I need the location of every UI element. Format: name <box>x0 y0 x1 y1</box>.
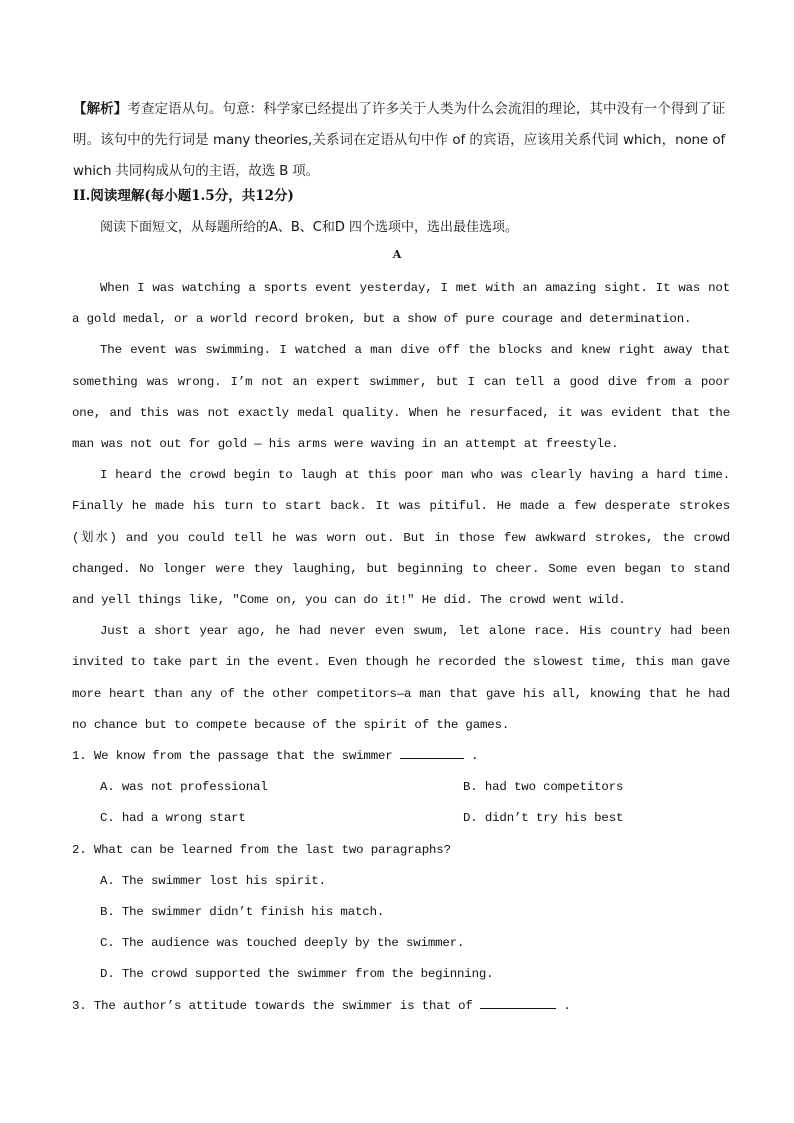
passage-paragraph: I heard the crowd begin to laugh at this poor man who was clearly having a hard time. Finally he made his turn to start back. It was pitiful. He made a few desperate strokes (划水) and you could tell he was worn out. But in those few awkward strokes, the crowd changed. No longer were they laughing, but beginning to cheer. Some even began to stand and yell things like, "Come on, you can do it!" He did. The crowd went wild. <box>72 468 730 608</box>
passage-paragraph: Just a short year ago, he had never even swum, let alone race. His country had been invited to take part in the event. Even though he recorded the slowest time, this man gave more heart than any of the other competitors—a man that gave his all, knowing that he had no chance but to compete because of the spirit of the games. <box>72 624 730 732</box>
question-stem: 3. The author’s attitude towards the swimmer is that of <box>72 998 473 1013</box>
question-3 <box>72 991 730 1022</box>
question-2: 2. What can be learned from the last two paragraphs? <box>72 842 451 857</box>
question-end-punct: . <box>563 998 571 1013</box>
reading-passage <box>72 273 730 741</box>
passage-paragraph: The event was swimming. I watched a man dive off the blocks and knew right away that something was wrong. I’m not an expert swimmer, but I can tell a good dive from a poor one, and this was not exactly medal quality. When he resurfaced, it was evident that the man was not out for gold — his arms were waving in an attempt at freestyle. <box>72 343 730 452</box>
question-stem: 1. We know from the passage that the swimmer <box>72 749 393 763</box>
option-b: B. had two competitors <box>463 780 624 795</box>
answer-analysis <box>73 94 725 187</box>
section-instruction: 阅读下面短文，从每题所给的A、B、C和D 四个选项中，选出最佳选项。 <box>100 220 519 235</box>
answer-blank <box>480 996 556 1009</box>
analysis-text: 考查定语从句。句意：科学家已经提出了许多关于人类为什么会流泪的理论，其中没有一个得到了证明。该句中的先行词是 many theories,关系词在定语从句中作 of 的宾语，应该用关系代词 which，none of which 共同构成从句的主语，故选 B 项。 <box>73 101 725 179</box>
option-a: A. The swimmer lost his spirit. <box>100 873 326 888</box>
option-c: C. had a wrong start <box>100 811 246 826</box>
section-title: II.阅读理解(每小题1.5分，共12分) <box>73 188 294 204</box>
option-d: D. didn’t try his best <box>463 811 624 826</box>
question-end-punct: . <box>471 749 479 763</box>
option-b: B. The swimmer didn’t finish his match. <box>100 905 385 920</box>
option-a: A. was not professional <box>100 780 268 795</box>
passage-paragraph: When I was watching a sports event yesterday, I met with an amazing sight. It was not a gold medal, or a world record broken, but a show of pure courage and determination. <box>72 281 730 327</box>
option-row <box>72 772 730 803</box>
option-d: D. The crowd supported the swimmer from the beginning. <box>100 967 494 982</box>
passage-label: A <box>392 248 402 261</box>
question-1 <box>72 741 730 772</box>
option-row <box>72 803 730 834</box>
answer-blank <box>400 746 464 759</box>
question-list <box>72 741 730 1022</box>
option-c: C. The audience was touched deeply by the swimmer. <box>100 936 465 951</box>
analysis-tag: 【解析】 <box>73 101 128 117</box>
